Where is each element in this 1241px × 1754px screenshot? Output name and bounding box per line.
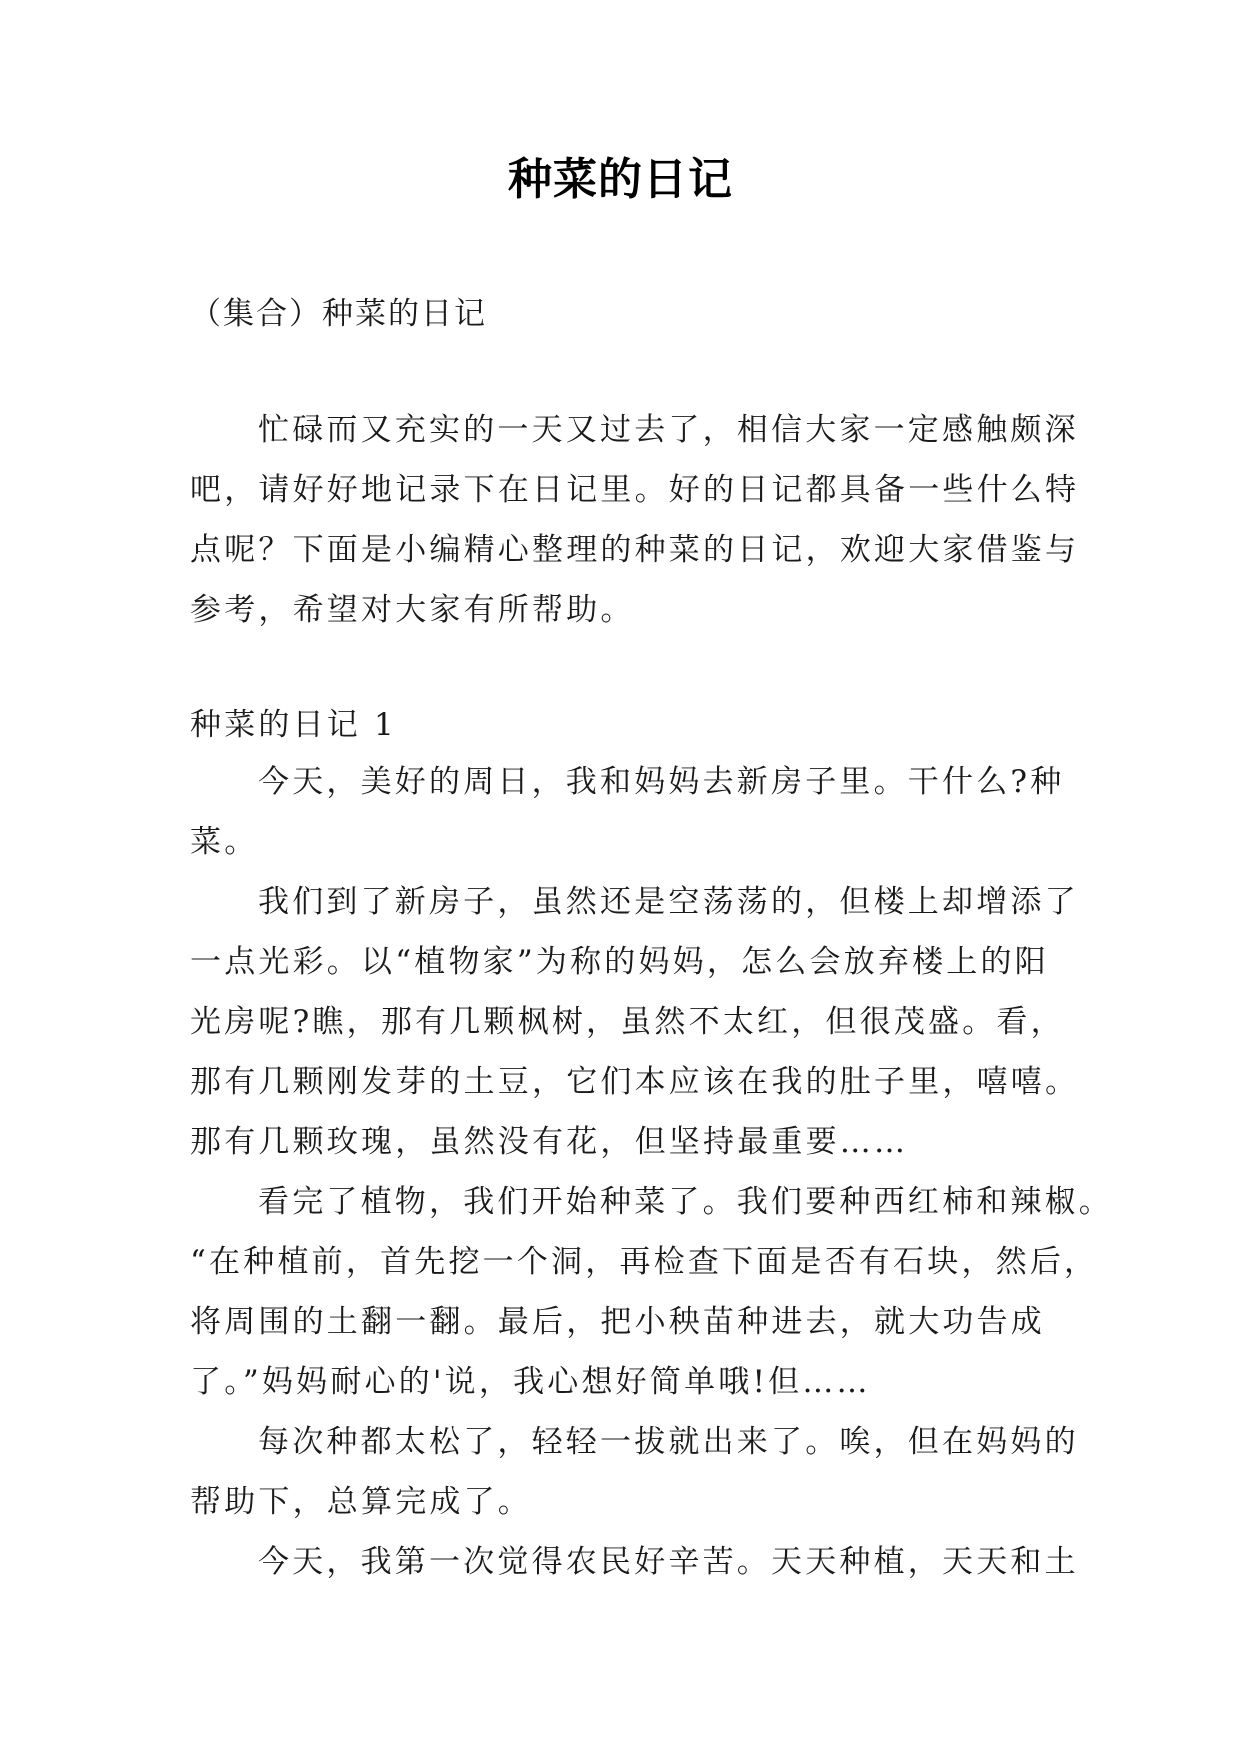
diary-line: 将周围的土翻一翻。最后，把小秧苗种进去，就大功告成 [190, 1304, 1045, 1340]
diary-line: 我们到了新房子，虽然还是空荡荡的，但楼上却增添了 [258, 884, 1079, 920]
diary-line: 帮助下，总算完成了。 [190, 1484, 532, 1520]
diary-line: 那有几颗刚发芽的土豆，它们本应该在我的肚子里，嘻嘻。 [190, 1064, 1080, 1100]
diary-line: 那有几颗玫瑰，虽然没有花，但坚持最重要…… [190, 1124, 909, 1160]
intro-line: 点呢？下面是小编精心整理的种菜的日记，欢迎大家借鉴与 [190, 532, 1080, 568]
diary-line: 每次种都太松了，轻轻一拔就出来了。唉，但在妈妈的 [258, 1424, 1079, 1460]
document-subtitle: （集合）种菜的日记 [190, 296, 487, 332]
diary-line: 今天，我第一次觉得农民好辛苦。天天种植，天天和土 [258, 1544, 1079, 1580]
diary-line: 菜。 [190, 824, 259, 860]
document-title: 种菜的日记 [508, 154, 733, 205]
diary-line: 光房呢?瞧，那有几颗枫树，虽然不太红，但很茂盛。看， [190, 1004, 1065, 1040]
diary-line: 一点光彩。以“植物家”为称的妈妈，怎么会放弃楼上的阳 [190, 944, 1049, 980]
diary-line: 今天，美好的周日，我和妈妈去新房子里。干什么?种 [258, 764, 1065, 800]
diary-body [190, 752, 1113, 1592]
diary-line: 了。”妈妈耐心的'说，我心想好简单哦!但…… [190, 1364, 871, 1400]
intro-line: 参考，希望对大家有所帮助。 [190, 592, 635, 628]
diary-line: 看完了植物，我们开始种菜了。我们要种西红柿和辣椒。 [258, 1184, 1113, 1220]
intro-line: 吧，请好好地记录下在日记里。好的日记都具备一些什么特 [190, 472, 1080, 508]
intro-line: 忙碌而又充实的一天又过去了，相信大家一定感触颇深 [258, 412, 1079, 448]
diary-line: “在种植前，首先挖一个洞，再检查下面是否有石块，然后， [190, 1244, 1099, 1280]
intro-paragraph [190, 400, 1080, 640]
diary-heading: 种菜的日记 1 [190, 707, 397, 743]
